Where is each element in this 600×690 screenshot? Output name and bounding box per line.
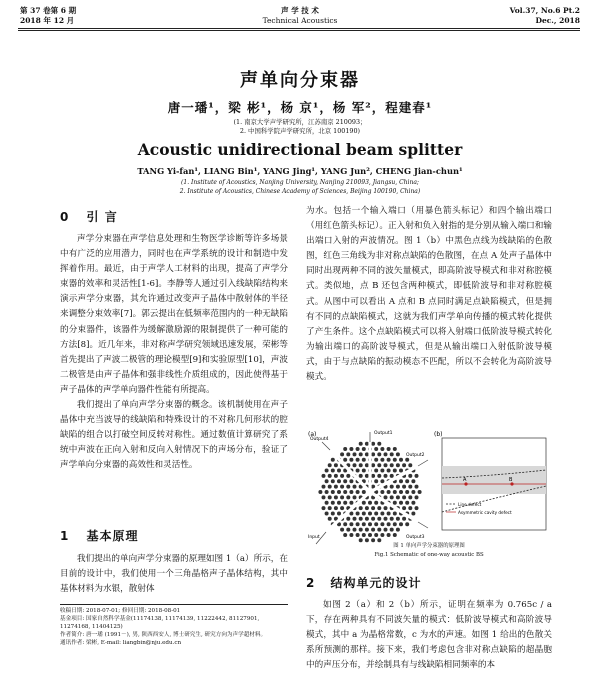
lattice-scatterer	[353, 485, 357, 489]
lattice-scatterer	[402, 517, 406, 521]
footnote-fund: 基金项目: 国家自然科学基金(11174138, 11174139, 11222442, 81127901, 11274168, 11404125)	[60, 616, 260, 630]
lattice-scatterer	[393, 458, 397, 462]
lattice-scatterer	[334, 485, 338, 489]
journal-name-cn: 声 学 技 术	[281, 6, 319, 15]
lattice-scatterer	[337, 512, 341, 516]
paper-title-en: Acoustic unidirectional beam splitter	[137, 140, 463, 159]
lattice-scatterer	[377, 517, 381, 521]
lattice-scatterer	[334, 495, 338, 499]
intro-paragraph-2: 我们提出了单向声学分束器的概念。该机制使用在声子晶体中充当波导的线缺陷和特殊设计的不对称几何形状的腔缺陷的组合以打破空间反转对称性。通过数值计算研究了系统中声波在正向入射和反向入射情况下的声场分布，验证了声学单向分束器的高效性和灵活性。	[60, 400, 288, 471]
lattice-scatterer	[374, 522, 378, 526]
lattice-scatterer	[387, 458, 391, 462]
lattice-scatterer	[380, 512, 384, 516]
lattice-scatterer	[396, 452, 400, 456]
lattice-scatterer	[346, 452, 350, 456]
lattice-scatterer	[343, 479, 347, 483]
lattice-scatterer	[331, 512, 335, 516]
paper-title-cn: 声单向分束器	[240, 70, 360, 91]
footnotes	[60, 607, 288, 647]
intro-paragraph-1: 声学分束器在声学信息处理和生物医学诊断等许多场景中有广泛的应用潜力，同时也在声学系统的设计和制造中发挥着作用。最近，由于声学人工材料的出现，提高了声学分束器的效率和灵活性[1-6]。李静等人通过引入线缺陷结构来演示声学分束器，其允许通过改变声子晶体中散射体的半径来调整分束效率[7]。郭云提出在低频率范围内的一种无缺陷的分束器件，该器件为缓解激励源的限制提供了一种可能的方法[8]。近几年来，非对称声学研究领域迅速发展，荣彬等首先提出了声波二极管的理论模型[9]和实验原型[10]，声波二极管是由声子晶体和强非线性介质组成的，因此使得基于声子晶体的声学单向器件性能有所提高。	[60, 234, 288, 395]
point-b-label: B	[509, 477, 513, 483]
lattice-scatterer	[377, 506, 381, 510]
lattice-scatterer	[340, 528, 344, 532]
section-0-heading	[60, 208, 118, 225]
lattice-scatterer	[362, 533, 366, 537]
lattice-scatterer	[325, 479, 329, 483]
lattice-scatterer	[387, 447, 391, 451]
lattice-scatterer	[411, 512, 415, 516]
lattice-scatterer	[387, 533, 391, 537]
lattice-scatterer	[331, 490, 335, 494]
authors-en: TANG Yi-fan¹, LIANG Bin¹, YANG Jing¹, YANG Jun², CHENG Jian-chun¹	[137, 166, 463, 176]
lattice-scatterer	[346, 474, 350, 478]
lattice-scatterer	[399, 458, 403, 462]
footnote-rule	[60, 604, 288, 605]
lattice-scatterer	[334, 506, 338, 510]
lattice-scatterer	[374, 479, 378, 483]
input-label: Input	[308, 535, 320, 540]
journal-date: 2018 年 12 月	[20, 16, 75, 25]
lattice-scatterer	[359, 528, 363, 532]
figure-1-caption-en: Fig.1 Schematic of one-way acoustic BS	[374, 552, 484, 558]
lattice-scatterer	[365, 442, 369, 446]
lattice-scatterer	[325, 512, 329, 516]
lattice-scatterer	[331, 458, 335, 462]
footnote-author: 作者简介: 唐一璠 (1991－), 男, 陕西西安人, 博士研究生, 研究方向为声学超材料。	[60, 632, 267, 638]
lattice-scatterer	[349, 501, 353, 505]
lattice-scatterer	[368, 522, 372, 526]
lattice-scatterer	[390, 495, 394, 499]
affiliation-en-1: (1. Institute of Acoustics, Nanjing University, Nanjing 210093, Jiangsu, China;	[181, 179, 419, 186]
section-2-number: 2	[306, 576, 316, 590]
legend-line-defect: Line defect	[458, 502, 482, 507]
lattice-scatterer	[349, 490, 353, 494]
dispersion-plot	[442, 438, 546, 530]
lattice-scatterer	[343, 533, 347, 537]
lattice-scatterer	[328, 474, 332, 478]
journal-volume-en: Vol.37, No.6 Pt.2	[509, 6, 580, 15]
lattice-scatterer	[387, 512, 391, 516]
lattice-scatterer	[402, 463, 406, 467]
lattice-scatterer	[393, 469, 397, 473]
lattice-scatterer	[384, 495, 388, 499]
output2-label: Output2	[406, 453, 425, 458]
lattice-scatterer	[390, 463, 394, 467]
output1-label: Output1	[374, 431, 393, 436]
lattice-scatterer	[343, 501, 347, 505]
lattice-scatterer	[380, 447, 384, 451]
lattice-scatterer	[362, 512, 366, 516]
lattice-scatterer	[374, 512, 378, 516]
lattice-scatterer	[408, 495, 412, 499]
lattice-scatterer	[331, 501, 335, 505]
lattice-scatterer	[362, 522, 366, 526]
lattice-scatterer	[346, 517, 350, 521]
lattice-scatterer	[356, 490, 360, 494]
output3-label: Output3	[406, 535, 425, 540]
lattice-scatterer	[328, 506, 332, 510]
figure-1-graphic	[306, 426, 552, 552]
lattice-scatterer	[356, 469, 360, 473]
lattice-scatterer	[384, 506, 388, 510]
lattice-scatterer	[328, 463, 332, 467]
lattice-scatterer	[365, 517, 369, 521]
output-arrow-2	[418, 460, 428, 466]
lattice-scatterer	[346, 485, 350, 489]
journal-date-en: Dec., 2018	[535, 16, 580, 25]
lattice-scatterer	[349, 522, 353, 526]
lattice-scatterer	[353, 452, 357, 456]
lattice-scatterer	[387, 469, 391, 473]
lattice-scatterer	[328, 485, 332, 489]
footnote-contact: 通讯作者: 梁彬, E-mail: liangbin@nju.edu.cn	[60, 640, 182, 646]
basic-principle-text	[60, 552, 288, 597]
lattice-scatterer	[393, 512, 397, 516]
affiliation-cn-2: 2. 中国科学院声学研究所，北京 100190)	[239, 127, 361, 135]
lattice-scatterer	[371, 506, 375, 510]
lattice-scatterer	[408, 463, 412, 467]
lattice-scatterer	[322, 485, 326, 489]
lattice-scatterer	[387, 522, 391, 526]
lattice-scatterer	[359, 442, 363, 446]
journal-name-en: Technical Acoustics	[262, 16, 338, 25]
lattice-scatterer	[349, 479, 353, 483]
lattice-scatterer	[362, 469, 366, 473]
lattice-scatterer	[380, 458, 384, 462]
figure-1-caption-cn: 图 1 单向声学分束器的原理图	[393, 543, 465, 549]
lattice-scatterer	[365, 528, 369, 532]
lattice-scatterer	[405, 501, 409, 505]
lattice-scatterer	[356, 458, 360, 462]
lattice-scatterer	[384, 474, 388, 478]
lattice-scatterer	[331, 469, 335, 473]
lattice-scatterer	[396, 485, 400, 489]
lattice-scatterer	[349, 533, 353, 537]
lattice-scatterer	[371, 517, 375, 521]
lattice-scatterer	[328, 495, 332, 499]
lattice-scatterer	[368, 512, 372, 516]
lattice-scatterer	[405, 479, 409, 483]
intro-text	[60, 232, 288, 474]
lattice-scatterer	[390, 474, 394, 478]
lattice-scatterer	[374, 458, 378, 462]
authors-cn: 唐一璠¹，梁 彬¹，杨 京¹，杨 军²，程建春¹	[167, 100, 433, 115]
lattice-scatterer	[368, 533, 372, 537]
lattice-scatterer	[334, 474, 338, 478]
lattice-scatterer	[374, 501, 378, 505]
lattice-scatterer	[331, 479, 335, 483]
lattice-scatterer	[384, 517, 388, 521]
lattice-scatterer	[377, 452, 381, 456]
lattice-scatterer	[415, 495, 419, 499]
lattice-scatterer	[340, 485, 344, 489]
lattice-scatterer	[337, 479, 341, 483]
principle-paragraph-continued: 为水。包括一个输入端口（用暴色箭头标记）和四个输出端口（用红色箭头标记）。正入射和负入射指的是分别从输入端口和输出端口入射的声波情况。图 1（b）中黑色点线为线缺陷的色散图，红色三角线为非对称点缺陷的色散图，在点 A 处声子晶体中同时出现两种不同的波矢量模式，即高阶波导模式和非对称腔模式。类似地，点 B 还包含两种模式，即低阶波导和非对称腔模式。从图中可以看出 A 点和 B 点同时满足点缺陷模式，但是拥有不同的点缺陷模式，这就为我们声学单向传播的模式转化提供了产生条件。这个点缺陷模式可以将入射端口低阶波导模式转化为输出端口的高阶波导模式，但是从输出端口入射低阶波导模式，由于与点缺陷的振动模态不匹配，所以不会转化为高阶波导模式。	[306, 206, 552, 383]
lattice-scatterer	[353, 528, 357, 532]
lattice-scatterer	[408, 485, 412, 489]
lattice-scatterer	[328, 517, 332, 521]
lattice-scatterer	[334, 463, 338, 467]
lattice-scatterer	[380, 469, 384, 473]
section-2-text	[306, 598, 552, 673]
lattice-scatterer	[377, 463, 381, 467]
lattice-scatterer	[374, 469, 378, 473]
lattice-scatterer	[411, 479, 415, 483]
lattice-scatterer	[405, 522, 409, 526]
lattice-scatterer	[380, 533, 384, 537]
lattice-scatterer	[353, 517, 357, 521]
lattice-scatterer	[346, 528, 350, 532]
lattice-scatterer	[340, 495, 344, 499]
section-0-number: 0	[60, 210, 70, 224]
lattice-scatterer	[359, 452, 363, 456]
lattice-scatterer	[399, 522, 403, 526]
figure-label-a: (a)	[308, 431, 317, 438]
lattice-scatterer	[408, 506, 412, 510]
lattice-scatterer	[340, 506, 344, 510]
lattice-scatterer	[356, 533, 360, 537]
lattice-scatterer	[387, 490, 391, 494]
lattice-scatterer	[340, 452, 344, 456]
lattice-scatterer	[408, 474, 412, 478]
lattice-scatterer	[359, 474, 363, 478]
lattice-scatterer	[402, 495, 406, 499]
lattice-scatterer	[362, 447, 366, 451]
lattice-scatterer	[362, 458, 366, 462]
lattice-scatterer	[396, 463, 400, 467]
lattice-scatterer	[405, 458, 409, 462]
lattice-scatterer	[393, 447, 397, 451]
lattice-scatterer	[349, 447, 353, 451]
lattice-scatterer	[399, 501, 403, 505]
lattice-scatterer	[356, 447, 360, 451]
lattice-scatterer	[371, 442, 375, 446]
lattice-scatterer	[368, 501, 372, 505]
lattice-scatterer	[325, 469, 329, 473]
lattice-scatterer	[415, 474, 419, 478]
lattice-scatterer	[393, 522, 397, 526]
lattice-scatterer	[325, 501, 329, 505]
lattice-scatterer	[359, 506, 363, 510]
footnote-received: 收稿日期: 2018-07-01; 修回日期: 2018-08-01	[60, 608, 181, 614]
lattice-scatterer	[402, 506, 406, 510]
section-2-paragraph-1: 如图 2（a）和 2（b）所示，证明在频率为 0.765c / a 下，存在两种具有不同波矢量的模式：低阶波导模式和高阶波导模式，其中 a 为晶格常数，c 为水的声速。如图 1 给出的色散关系所预测的那样。接下来，我们考虑包含非对称点缺陷的超晶胞中的声压分布，并绘制具有与线缺陷相同频率的本	[306, 600, 552, 671]
lattice-scatterer	[322, 506, 326, 510]
lattice-scatterer	[362, 501, 366, 505]
lattice-scatterer	[353, 495, 357, 499]
section-1-heading	[60, 527, 139, 544]
lattice-scatterer	[322, 474, 326, 478]
section-1-number: 1	[60, 529, 70, 543]
lattice-scatterer	[390, 452, 394, 456]
lattice-scatterer	[384, 528, 388, 532]
lattice-scatterer	[393, 490, 397, 494]
lattice-scatterer	[322, 495, 326, 499]
lattice-scatterer	[418, 490, 422, 494]
lattice-scatterer	[365, 506, 369, 510]
lattice-scatterer	[415, 485, 419, 489]
lattice-scatterer	[365, 452, 369, 456]
output-arrow-3	[418, 522, 428, 528]
lattice-scatterer	[405, 490, 409, 494]
lattice-scatterer	[393, 533, 397, 537]
section-0-title: 引 言	[86, 210, 118, 224]
lattice-scatterer	[380, 490, 384, 494]
lattice-scatterer	[374, 533, 378, 537]
lattice-scatterer	[377, 528, 381, 532]
lattice-scatterer	[343, 458, 347, 462]
lattice-scatterer	[390, 528, 394, 532]
lattice-scatterer	[390, 517, 394, 521]
lattice-scatterer	[380, 522, 384, 526]
lattice-scatterer	[399, 490, 403, 494]
lattice-scatterer	[337, 469, 341, 473]
lattice-scatterer	[411, 501, 415, 505]
point-a-label: A	[463, 477, 467, 483]
lattice-scatterer	[415, 506, 419, 510]
lattice-scatterer	[371, 474, 375, 478]
affiliation-en-2: 2. Institute of Acoustics, Chinese Academy of Sciences, Beijing 100190, China)	[179, 188, 421, 195]
lattice-scatterer	[353, 463, 357, 467]
header-rule-2	[18, 30, 580, 31]
figure-label-b: (b)	[434, 431, 443, 438]
lattice-scatterer	[359, 517, 363, 521]
lattice-scatterer	[402, 485, 406, 489]
output-arrow-4	[322, 442, 330, 450]
lattice-scatterer	[365, 474, 369, 478]
lattice-scatterer	[396, 495, 400, 499]
lattice-scatterer	[349, 458, 353, 462]
lattice-scatterer	[399, 479, 403, 483]
lattice-scatterer	[359, 463, 363, 467]
lattice-scatterer	[384, 463, 388, 467]
lattice-scatterer	[371, 528, 375, 532]
lattice-scatterer	[411, 490, 415, 494]
basic-paragraph-1: 我们提出的单向声学分束器的原理如图 1（a）所示，在目前的设计中，我们使用一个三角晶格声子晶体结构，其中基体材料为水银，散射体	[60, 554, 288, 595]
lattice-scatterer	[362, 490, 366, 494]
section-1-title: 基本原理	[86, 529, 139, 543]
lattice-scatterer	[371, 452, 375, 456]
lattice-scatterer	[318, 490, 322, 494]
journal-volume: 第 37 卷第 6 期	[20, 6, 77, 15]
lattice-scatterer	[343, 447, 347, 451]
lattice-scatterer	[346, 495, 350, 499]
figure-1	[306, 426, 552, 552]
lattice-scatterer	[371, 463, 375, 467]
lattice-scatterer	[337, 490, 341, 494]
lattice-scatterer	[390, 485, 394, 489]
output4-label: Output4	[310, 437, 329, 442]
header-rule	[18, 28, 580, 29]
lattice-scatterer	[377, 442, 381, 446]
lattice-scatterer	[393, 501, 397, 505]
lattice-scatterer	[380, 479, 384, 483]
lattice-scatterer	[340, 474, 344, 478]
legend-cavity-defect: Asymmetric cavity defect	[458, 510, 512, 515]
lattice-scatterer	[396, 528, 400, 532]
lattice-scatterer	[356, 512, 360, 516]
lattice-scatterer	[343, 490, 347, 494]
section-2-title: 结构单元的设计	[330, 576, 422, 590]
right-column-text	[306, 204, 552, 385]
lattice-scatterer	[374, 447, 378, 451]
affiliation-cn-1: (1. 南京大学声学研究所，江苏南京 210093；	[233, 118, 367, 126]
lattice-scatterer	[399, 469, 403, 473]
lattice-scatterer	[396, 517, 400, 521]
lattice-scatterer	[343, 522, 347, 526]
lattice-scatterer	[365, 463, 369, 467]
lattice-scatterer	[356, 522, 360, 526]
section-2-heading	[306, 574, 422, 591]
lattice-scatterer	[384, 452, 388, 456]
lattice-scatterer	[325, 490, 329, 494]
lattice-scatterer	[377, 474, 381, 478]
lattice-scatterer	[337, 501, 341, 505]
